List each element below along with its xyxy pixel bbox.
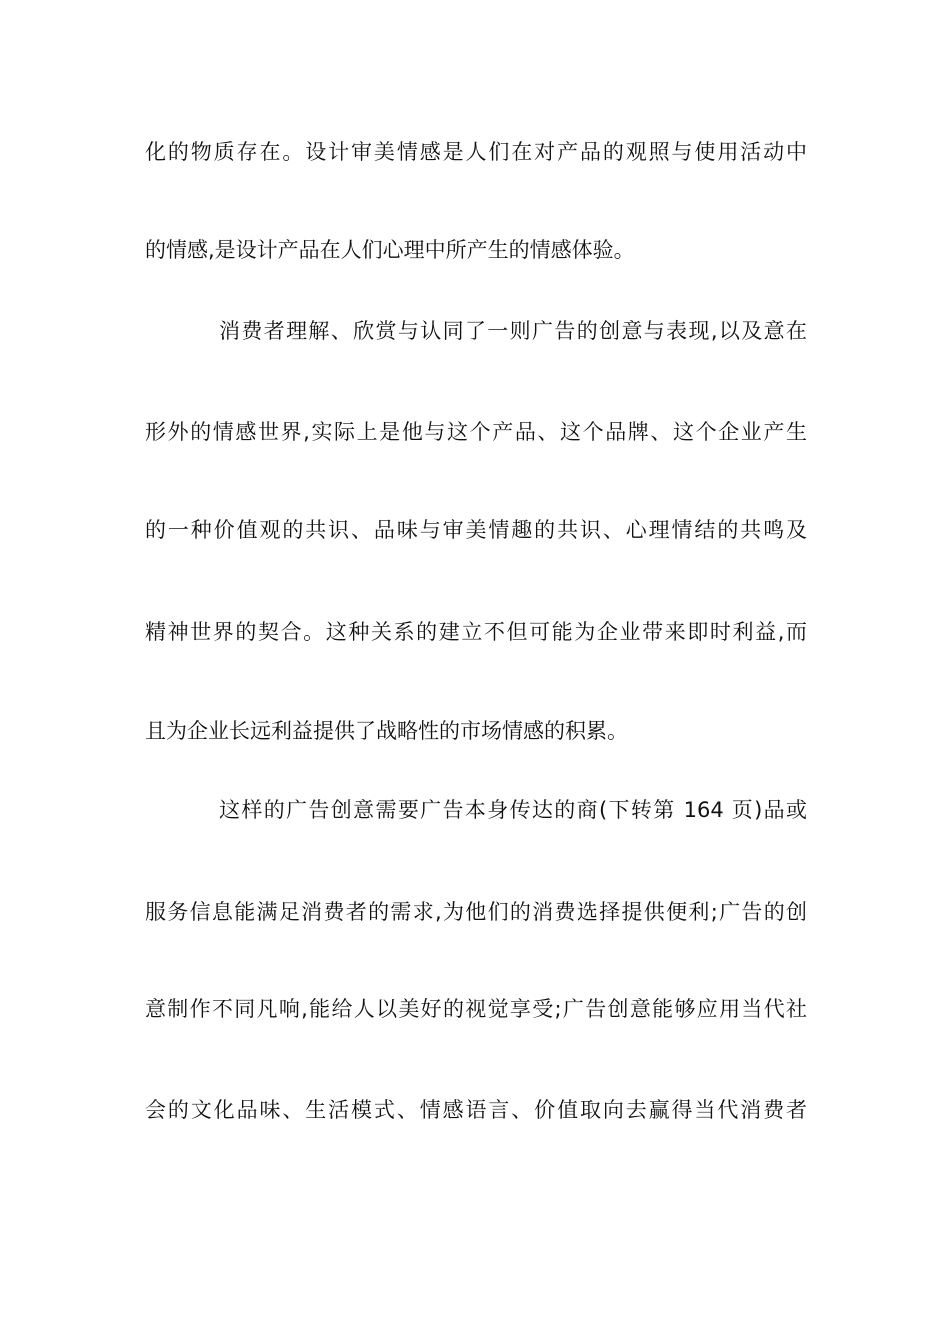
text-line: 服务信息能满足消费者的需求,为他们的消费选择提供便利;广告的创	[145, 900, 807, 924]
text-line: 的情感,是设计产品在人们心理中所产生的情感体验。	[145, 238, 635, 262]
text-line: 形外的情感世界,实际上是他与这个产品、这个品牌、这个企业产生	[145, 420, 807, 444]
text-line: 的一种价值观的共识、品味与审美情趣的共识、心理情结的共鸣及	[145, 518, 807, 542]
text-line: 意制作不同凡响,能给人以美好的视觉享受;广告创意能够应用当代社	[145, 997, 807, 1021]
paragraph-start-line: 消费者理解、欣赏与认同了一则广告的创意与表现,以及意在	[219, 319, 807, 343]
paragraph-start-line: 这样的广告创意需要广告本身传达的商(下转第 164 页)品或	[219, 798, 807, 822]
text-line: 化的物质存在。设计审美情感是人们在对产品的观照与使用活动中	[145, 140, 807, 164]
text-line: 会的文化品味、生活模式、情感语言、价值取向去赢得当代消费者	[145, 1098, 807, 1122]
text-line: 且为企业长远利益提供了战略性的市场情感的积累。	[145, 719, 628, 743]
text-line: 精神世界的契合。这种关系的建立不但可能为企业带来即时利益,而	[145, 620, 807, 644]
